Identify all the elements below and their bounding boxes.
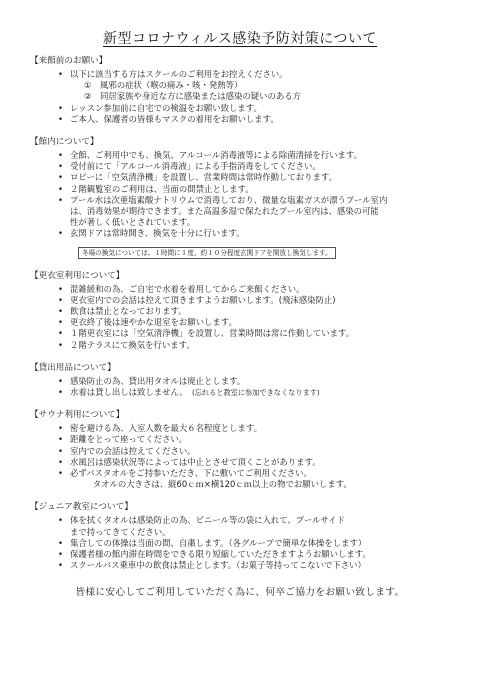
- section: [30, 410, 450, 490]
- list-item: [70, 150, 450, 161]
- list-item: [70, 457, 450, 468]
- section-heading: 【館内について】: [30, 137, 99, 148]
- item-text: 室内での会話は控えてください。: [70, 445, 196, 456]
- section-heading: 【更衣室利用について】: [30, 270, 125, 281]
- item-text: スクールバス乗車中の飲食は禁止とします。（お菓子等持ってこないで下さい）: [70, 560, 366, 571]
- list-item: [70, 103, 450, 114]
- list-item-note: [70, 479, 450, 490]
- list-item: [70, 284, 450, 295]
- section-heading: 【来館前のお願い】: [30, 56, 108, 66]
- list-item: [70, 560, 450, 571]
- list-item: [70, 306, 450, 317]
- item-text: 更衣終了後は速やかな退室をお願いします。: [70, 317, 237, 328]
- section: [30, 137, 450, 259]
- list-item: [70, 340, 450, 351]
- item-text: ２階観覧室のご利用は、当面の間禁止とします。: [70, 183, 254, 194]
- list-item: [70, 195, 450, 229]
- item-text: 飲食は禁止となっております。: [70, 306, 187, 317]
- item-text: 必ずバスタオルをご持参いただき、下に敷いてご利用ください。: [70, 468, 312, 479]
- list-item: [70, 423, 450, 434]
- item-text: 密を避ける為、入室人数を最大６名程度とします。: [70, 423, 262, 434]
- item-text: 体を拭くタオルは感染防止の為、ビニール等の袋に入れて、プールサイド: [70, 515, 346, 526]
- section: [30, 363, 450, 398]
- list-item: [70, 387, 450, 398]
- item-text: 玄関ドアは常時開き、換気を十分に行います。: [70, 228, 245, 239]
- list-item: [70, 228, 450, 239]
- item-text: ２階テラスにて換気を行います。: [70, 339, 195, 350]
- item-text: 受付前にて「アルコール消毒液」による手指消毒をしてください。: [70, 161, 321, 172]
- closing-statement: 皆様に安心してご利用していただく為に、何卒ご協力をお願い致します。: [75, 586, 405, 598]
- section-heading: 【サウナ利用について】: [30, 410, 125, 421]
- item-text: 保護者様の館内滞在時間をできる限り短縮していただきますようお願いします。: [70, 549, 371, 560]
- list-item: [70, 295, 450, 306]
- list-item: [70, 69, 450, 80]
- list-item: [70, 172, 450, 183]
- item-number: ①: [84, 80, 92, 91]
- section-heading: 【ジュニア教室について】: [30, 502, 133, 513]
- item-text-continuation: は、消毒効果が期待できます。また高温多湿で保たれたプール室内は、感染の可能: [70, 206, 379, 217]
- list-item: [70, 184, 450, 195]
- item-text-continuation: まで持ってきてください。: [70, 526, 171, 537]
- item-text: タオルの大きさは、縦60ｃｍ×横120ｃｍ以上の物でお願いします。: [76, 479, 352, 490]
- section-list: [30, 284, 450, 351]
- item-text: 感染防止の為、貸出用タオルは廃止とします。: [70, 375, 246, 386]
- list-item: [70, 317, 450, 328]
- section-list: [30, 515, 450, 571]
- item-text: ロビーに「空気清浄機」を設置し、営業時間は常時作動しております。: [70, 172, 337, 183]
- list-item: [70, 538, 450, 549]
- item-text: 同居家族や身近な方に感染または感染の疑いのある方: [100, 91, 301, 102]
- section-heading: 【貸出用品について】: [30, 362, 116, 373]
- item-text: 更衣室内での会話は控えて頂きますようお願いします。(飛沫感染防止): [70, 294, 336, 305]
- section-list: [30, 423, 450, 490]
- item-text: プール水は次亜塩素酸ナトリウムで消毒しており、微量な塩素ガスが漂うプール室内: [70, 194, 388, 205]
- list-item: [70, 161, 450, 172]
- item-text: １階更衣室には「空気清浄機」を設置し、営業時間は常に作動しています。: [70, 328, 355, 339]
- sections-container: [30, 56, 450, 572]
- item-text: 距離をとって座ってください。: [70, 434, 188, 445]
- boxed-note: 冬場の換気については、１時間に１度、約１０分程度玄関ドアを開放し換気します。: [78, 247, 336, 259]
- list-item: [70, 114, 450, 125]
- section: [30, 56, 450, 125]
- list-item: [70, 468, 450, 479]
- item-text: レッスン参加前に自宅での検温をお願い致します。: [70, 102, 262, 113]
- list-item: [70, 515, 450, 537]
- sub-list-item: [70, 80, 450, 91]
- section-list: [30, 150, 450, 240]
- section-list: [30, 69, 450, 125]
- item-text: 水着は貸し出しは致しません。: [70, 387, 184, 398]
- item-text: 集合しての体操は当面の間、自粛します。（各グループで簡単な体操をします）: [70, 537, 367, 548]
- item-text: 全館、ご利用中でも、換気、アルコール消毒液等による除菌清掃を行います。: [70, 150, 362, 161]
- item-text: 混雑緩和の為、ご自宅で水着を着用してからご来館ください。: [70, 283, 305, 294]
- list-item: [70, 446, 450, 457]
- item-text-continuation: 性が著しく低いとされています。: [70, 217, 195, 228]
- item-text: ご本人、保護者の皆様もマスクの着用をお願いします。: [70, 113, 279, 124]
- item-text: 水風呂は感染状況等によっては中止とさせて頂くことがあります。: [70, 456, 321, 467]
- item-text: 以下に該当する方はスクールのご利用をお控えください。: [70, 69, 288, 79]
- page-title: 新型コロナウィルス感染予防対策について: [103, 31, 377, 47]
- section: [30, 271, 450, 351]
- section-list: [30, 376, 450, 398]
- item-number: ②: [84, 91, 92, 102]
- item-note: (忘れると教室に参加できなくなります): [191, 388, 320, 398]
- list-item: [70, 328, 450, 339]
- item-text: 風邪の症状（喉の痛み・咳・発熱等）: [100, 80, 243, 91]
- list-item: [70, 434, 450, 445]
- sub-list-item: [70, 91, 450, 102]
- list-item: [70, 549, 450, 560]
- section: [30, 502, 450, 571]
- list-item: [70, 376, 450, 387]
